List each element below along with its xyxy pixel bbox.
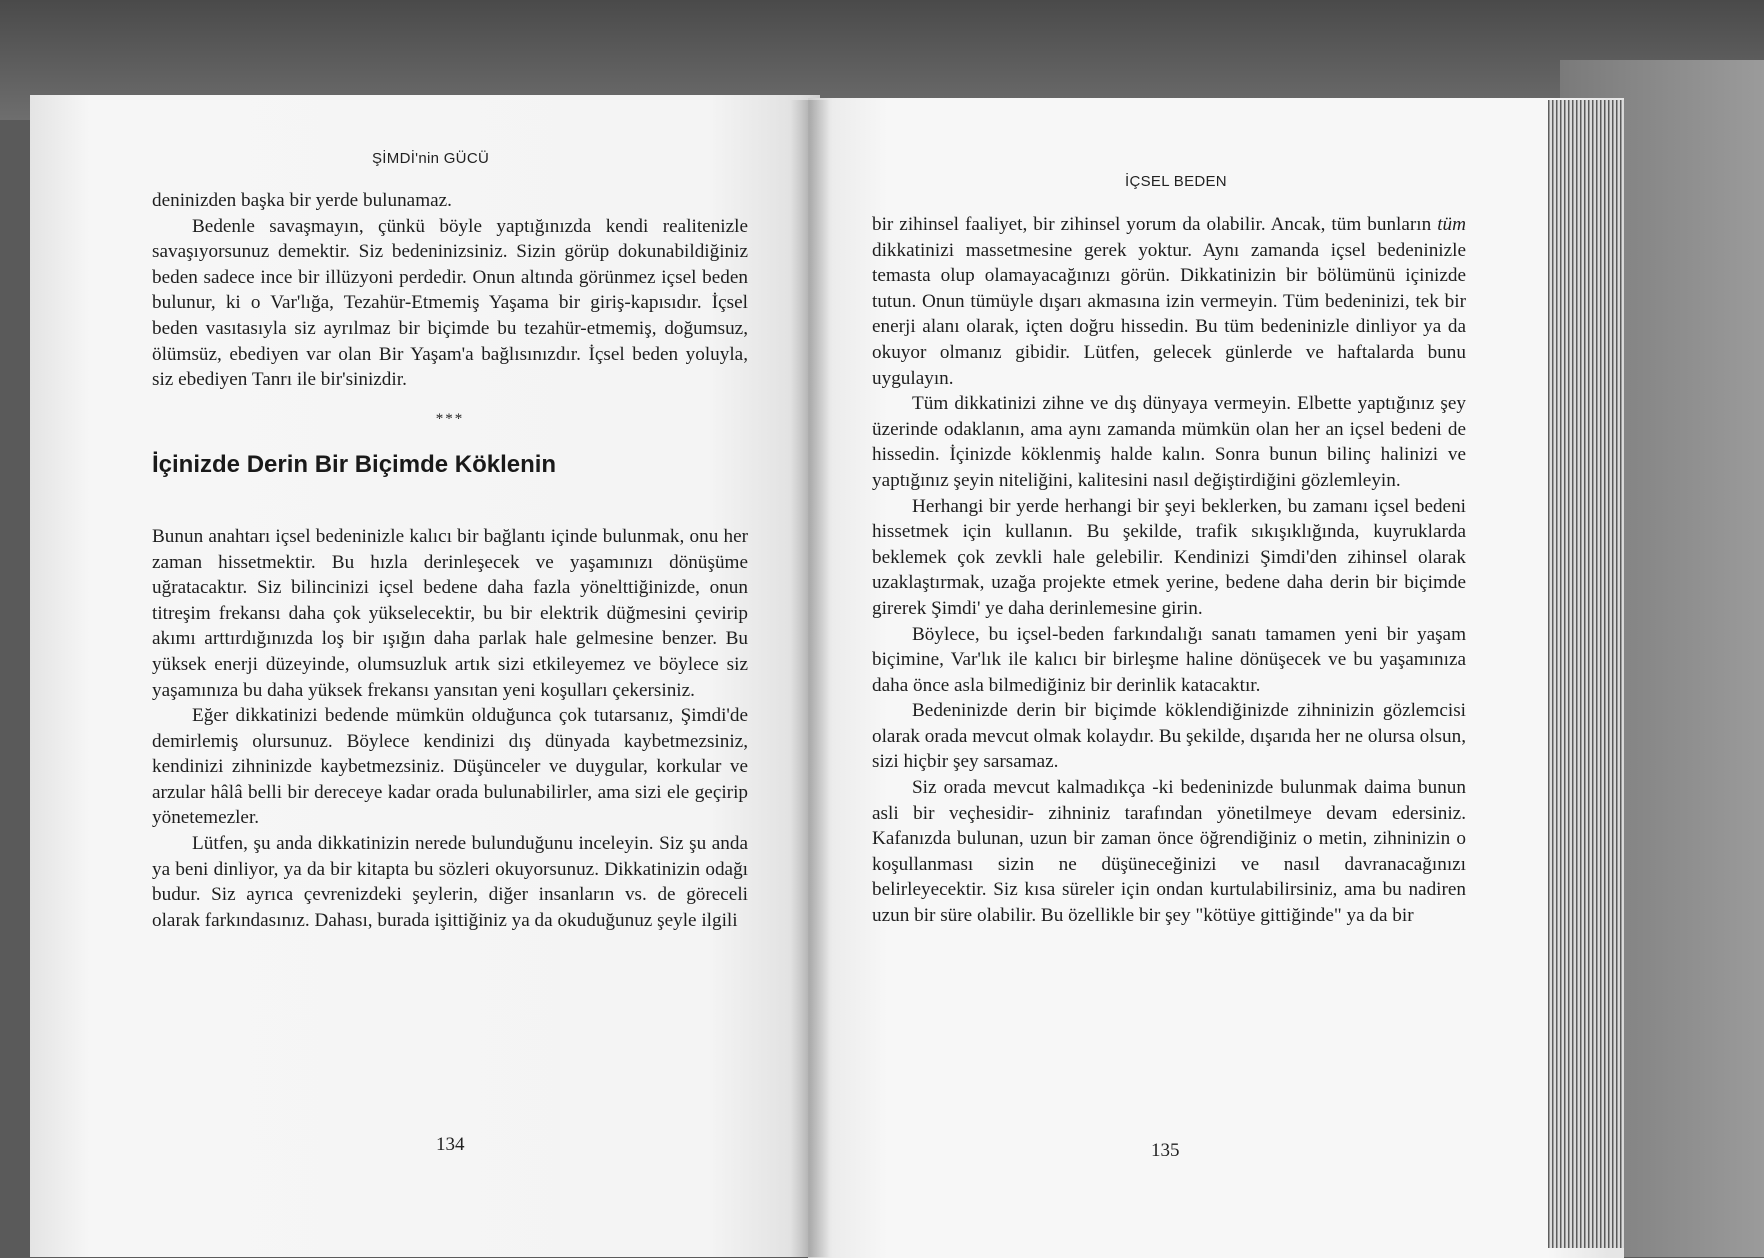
- left-running-header: ŞİMDİ'nin GÜCÜ: [372, 150, 490, 167]
- left-paragraph-3: Bunun anahtarı içsel bedeninizle kalıcı bir bağlantı içinde bulunmak, onu her zaman hissetmektir. Bu hızla derinleşecek ve yaşamınızı dönüşüme uğratacaktır. Siz bilincinizi içsel bedene daha fazla yönelttiğinizde, onun titreşim frekansı daha çok yükselecektir, bu bir elektrik düğmesini çevirip akımı arttırdığınızda loş bir ışığın daha parlak hale gelmesine benzer. Bu yüksek enerji düzeyinde, olumsuzluk artık sizi etkileyemez ve böylece siz yaşamınıza bu daha yüksek frekansı yansıtan yeni koşulları çekersiniz.: [152, 525, 748, 701]
- right-page-number: 135: [1151, 1140, 1180, 1161]
- right-paragraph-2: Tüm dikkatinizi zihne ve dış dünyaya vermeyin. Elbette yaptığınız şey üzerinde odaklanın, ama aynı zamanda mümkün olan her an içsel bedeni de hissedin. İçinizde köklenmiş halde kalın. Sonra bunun bilinç halinizi ve yaptığınız şeyin niteliğini, kalitesini nasıl değiştirdiğini gözlemleyin.: [872, 393, 1466, 491]
- page-edges: [1548, 100, 1624, 1248]
- right-paragraph-6: Siz orada mevcut kalmadıkça -ki bedeninizde bulunmak daima bunun asli bir veçhesidir- zihniniz tarafından yönetilmeye devam edersiniz. Kafanızda bulunan, uzun bir zaman önce öğrendiğiniz o metin, zihninizin o koşullanması sizin ne düşüneceğinizi ve nasıl davranacağınızı belirleyecektir. Siz kısa süreler için ondan kurtulabilirsiniz, ama bu nadiren uzun bir süre olabilir. Bu özellikle bir şey "kötüye gittiğinde" ya da bir: [872, 777, 1466, 927]
- right-paragraph-4: Böylece, bu içsel-beden farkındalığı sanatı tamamen yeni bir yaşam biçimine, Var'lık ile kalıcı bir birleşme haline dönüşecek ve bu yaşamınıza daha önce asla bilmediğiniz bir derinlik katacaktır.: [872, 623, 1466, 696]
- right-paragraph-5: Bedeninizde derin bir biçimde köklendiğinizde zihninizin gözlemcisi olarak orada mevcut olmak kolaydır. Bu şekilde, dışarıda her ne olursa olsun, sizi hiçbir şey sarsamaz.: [872, 700, 1466, 773]
- right-paragraph-1: [872, 212, 1466, 391]
- right-paragraph-1-emphasis: tüm: [1437, 214, 1466, 235]
- right-running-header: İÇSEL BEDEN: [1125, 173, 1227, 190]
- right-page-body: [872, 212, 1466, 929]
- right-paragraph-1-part-b: dikkatinizi massetmesine gerek yoktur. Aynı zamanda içsel bedeninizle temasta olup olamayacağınızı görün. Dikkatinizin bir bölümünü içinizde tutun. Onun tümüyle dışarı akmasına izin vermeyin. Tüm bedeninizi, tek bir enerji alanı olarak, içten doğru hissedin. Bu tüm bedeninizle dinliyor ya da okuyor olmanız gibidir. Lütfen, gelecek günlerde ve haftalarda bunu uygulayın.: [872, 239, 1466, 389]
- right-paragraph-1-part-a: bir zihinsel faaliyet, bir zihinsel yorum da olabilir. Ancak, tüm bunların: [872, 214, 1438, 235]
- left-paragraph-2: Bedenle savaşmayın, çünkü böyle yaptığınızda kendi realitenizle savaşıyorsunuz demektir. Siz bedeninizsiniz. Sizin görüp dokunabildiğiniz beden sadece ince bir illüzyoni perdedir. Onun altında görünmez içsel beden bulunur, ki o Var'lığa, Tezahür-Etmemiş Yaşama bir giriş-kapısıdır. İçsel beden vasıtasıyla siz ayrılmaz bir biçimde bu tezahür-etmemiş, doğumsuz, ölümsüz, ebediyen var olan Bir Yaşam'a bağlısınızdır. İçsel beden yoluyla, siz ebediyen Tanrı ile bir'sinizdir.: [152, 215, 748, 391]
- section-title: İçinizde Derin Bir Biçimde Köklenin: [152, 451, 557, 479]
- left-paragraph-1: deninizden başka bir yerde bulunamaz.: [152, 190, 452, 211]
- section-separator: ***: [435, 410, 465, 427]
- book-gutter: [790, 100, 830, 1257]
- left-page-body: [152, 188, 748, 933]
- left-page-number: 134: [436, 1134, 465, 1155]
- right-paragraph-3: Herhangi bir yerde herhangi bir şeyi beklerken, bu zamanı içsel bedeni hissetmek için kullanın. Bu şekilde, trafik sıkışıklığında, kuyruklarda beklemek çok zevkli hale gelebilir. Kendinizi Şimdi'den zihinsel olarak uzaklaştırmak, uzağa projekte etmek yerine, bedene daha derin bir biçimde girerek Şimdi' ye daha derinlemesine girin.: [872, 495, 1466, 619]
- left-paragraph-5: Lütfen, şu anda dikkatinizin nerede bulunduğunu inceleyin. Siz şu anda ya beni dinliyor, ya da bir kitapta bu sözleri okuyorsunuz. Dikkatinizin odağı budur. Siz ayrıca çevrenizdeki şeylerin, diğer insanların vs. de göreceli olarak farkındasınız. Dahası, burada işittiğiniz ya da okuduğunuz şeyle ilgili: [152, 833, 748, 931]
- left-paragraph-4: Eğer dikkatinizi bedende mümkün olduğunca çok tutarsanız, Şimdi'de demirlemiş olursunuz. Böylece kendinizi dış dünyada kaybetmezsiniz, kendinizi zihninizde kaybetmezsiniz. Düşünceler ve duygular, korkular ve arzular hâlâ belli bir dereceye kadar orada bulunabilirler, ama sizi ele geçirip yönetemezler.: [152, 705, 748, 829]
